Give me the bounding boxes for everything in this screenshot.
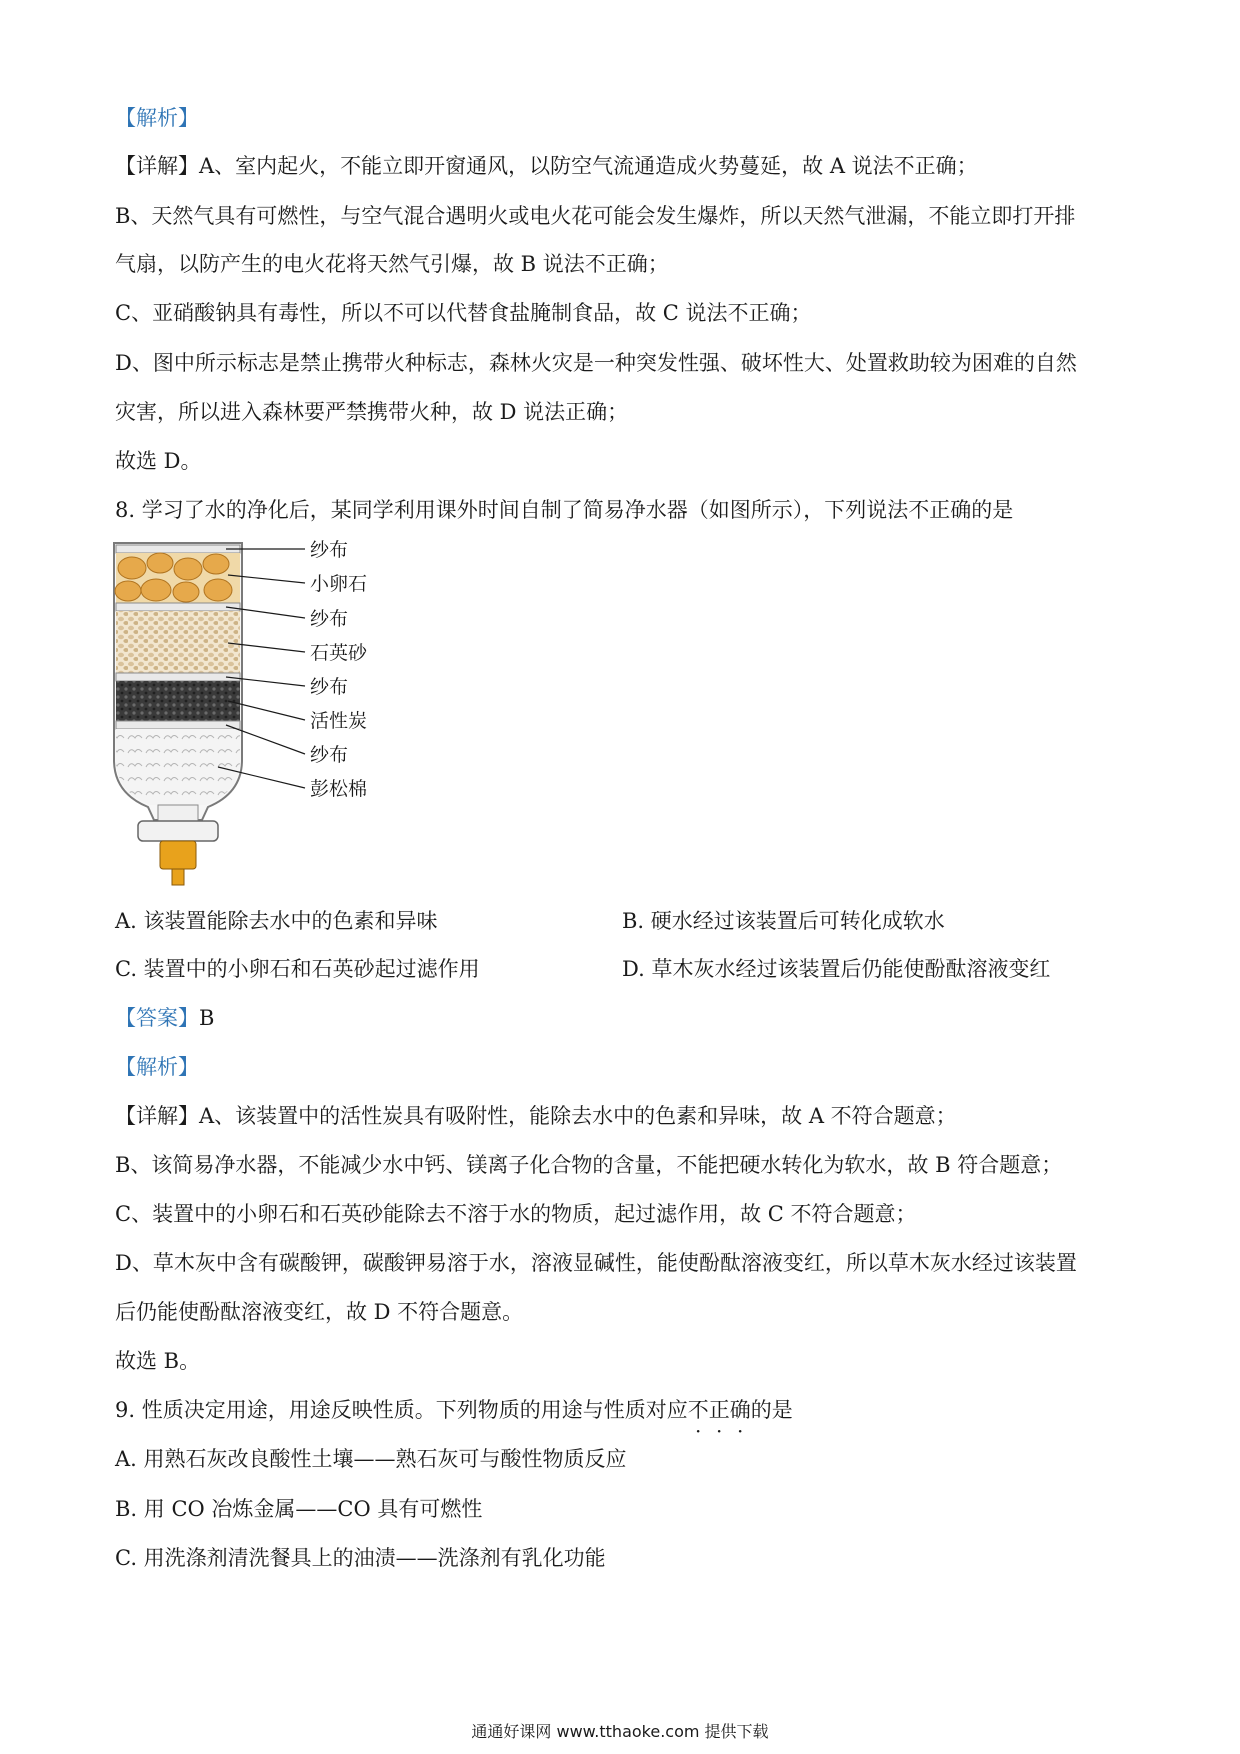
emphasis-char-2: 正: [708, 1398, 730, 1422]
gauze-layer-2: [116, 603, 240, 611]
bottle-cap-tip: [172, 869, 184, 885]
q8-detail-a: [115, 1101, 957, 1131]
q8-detail-a-text: A、该装置中的活性炭具有吸附性，能除去水中的色素和异味，故 A 不符合题意；: [199, 1104, 957, 1128]
q8-choose-answer: 故选 B。: [115, 1349, 201, 1373]
detail-tag: 【详解】: [115, 154, 199, 178]
detail-paragraph-b-2: 气扇，以防产生的电火花将天然气引爆，故 B 说法不正确；: [115, 252, 669, 276]
q9-stem-end: 的是: [750, 1398, 793, 1422]
answer-line: [115, 1003, 214, 1033]
question-9-stem: [115, 1395, 793, 1425]
gauze-layer-3: [116, 673, 240, 681]
choose-answer: 故选 D。: [115, 449, 202, 473]
q8-detail-d-1: D、草木灰中含有碳酸钾，碳酸钾易溶于水，溶液显碱性，能使酚酞溶液变红，所以草木灰水经过该装置: [115, 1251, 1077, 1275]
option-d: D. 草木灰水经过该装置后仍能使酚酞溶液变红: [622, 957, 1051, 981]
emphasis-char-3: 确: [729, 1398, 751, 1422]
q9-option-c: C. 用洗涤剂清洗餐具上的油渍——洗涤剂有乳化功能: [115, 1546, 606, 1570]
detail-paragraph-d-2: 灾害，所以进入森林要严禁携带火种，故 D 说法正确；: [115, 400, 629, 424]
label-cotton: 彭松棉: [310, 778, 368, 800]
quartz-sand-layer: [116, 611, 240, 673]
detail-paragraph-d-1: D、图中所示标志是禁止携带火种标志，森林火灾是一种突发性强、破坏性大、处置救助较为困难的自然: [115, 351, 1077, 375]
activated-carbon-layer: [116, 681, 240, 721]
label-gauze-4: 纱布: [310, 744, 349, 766]
bottle-cap-nozzle: [160, 841, 196, 869]
analysis-tag: 【解析】: [115, 106, 199, 130]
gauze-layer-1: [116, 545, 240, 553]
bottle-cap-ring: [138, 821, 218, 841]
label-gauze-1: 纱布: [310, 539, 349, 561]
q8-detail-b: B、该简易净水器，不能减少水中钙、镁离子化合物的含量，不能把硬水转化为软水，故 B 符合题意；: [115, 1153, 1063, 1177]
q8-detail-d-2: 后仍能使酚酞溶液变红，故 D 不符合题意。: [115, 1300, 524, 1324]
question-8-stem: 8. 学习了水的净化后，某同学利用课外时间自制了简易净水器（如图所示），下列说法不正确的是: [115, 498, 1014, 522]
label-gauze-2: 纱布: [310, 608, 349, 630]
cotton-layer: [116, 729, 240, 805]
water-filter-diagram: [108, 535, 393, 890]
q9-option-b: B. 用 CO 冶炼金属——CO 具有可燃性: [115, 1497, 483, 1521]
page-footer: 通通好课网 www.tthaoke.com 提供下载: [471, 1722, 769, 1741]
emphasis-char-1: 不: [687, 1398, 709, 1422]
detail-paragraph-b-1: B、天然气具有可燃性，与空气混合遇明火或电火花可能会发生爆炸，所以天然气泄漏，不能立即打开排: [115, 204, 1076, 228]
label-activated-carbon: 活性炭: [310, 710, 368, 732]
label-quartz-sand: 石英砂: [310, 642, 368, 664]
answer-tag: 【答案】: [115, 1006, 199, 1030]
detail-text: A、室内起火，不能立即开窗通风，以防空气流通造成火势蔓延，故 A 说法不正确；: [199, 154, 978, 178]
label-pebbles: 小卵石: [310, 573, 368, 595]
answer-value: B: [199, 1006, 215, 1030]
q9-stem-start: 9. 性质决定用途，用途反映性质。下列物质的用途与性质对应: [115, 1398, 688, 1422]
detail-paragraph-c: C、亚硝酸钠具有毒性，所以不可以代替食盐腌制食品，故 C 说法不正确；: [115, 301, 812, 325]
q9-option-a: A. 用熟石灰改良酸性土壤——熟石灰可与酸性物质反应: [115, 1447, 627, 1471]
option-a: A. 该装置能除去水中的色素和异味: [115, 909, 438, 933]
detail-tag-q8: 【详解】: [115, 1104, 199, 1128]
q8-detail-c: C、装置中的小卵石和石英砂能除去不溶于水的物质，起过滤作用，故 C 不符合题意；: [115, 1202, 917, 1226]
analysis-tag-q8: 【解析】: [115, 1055, 199, 1079]
gauze-layer-4: [116, 721, 240, 729]
label-gauze-3: 纱布: [310, 676, 349, 698]
option-c: C. 装置中的小卵石和石英砂起过滤作用: [115, 957, 480, 981]
option-b: B. 硬水经过该装置后可转化成软水: [622, 909, 945, 933]
detail-paragraph-a: [115, 151, 978, 181]
